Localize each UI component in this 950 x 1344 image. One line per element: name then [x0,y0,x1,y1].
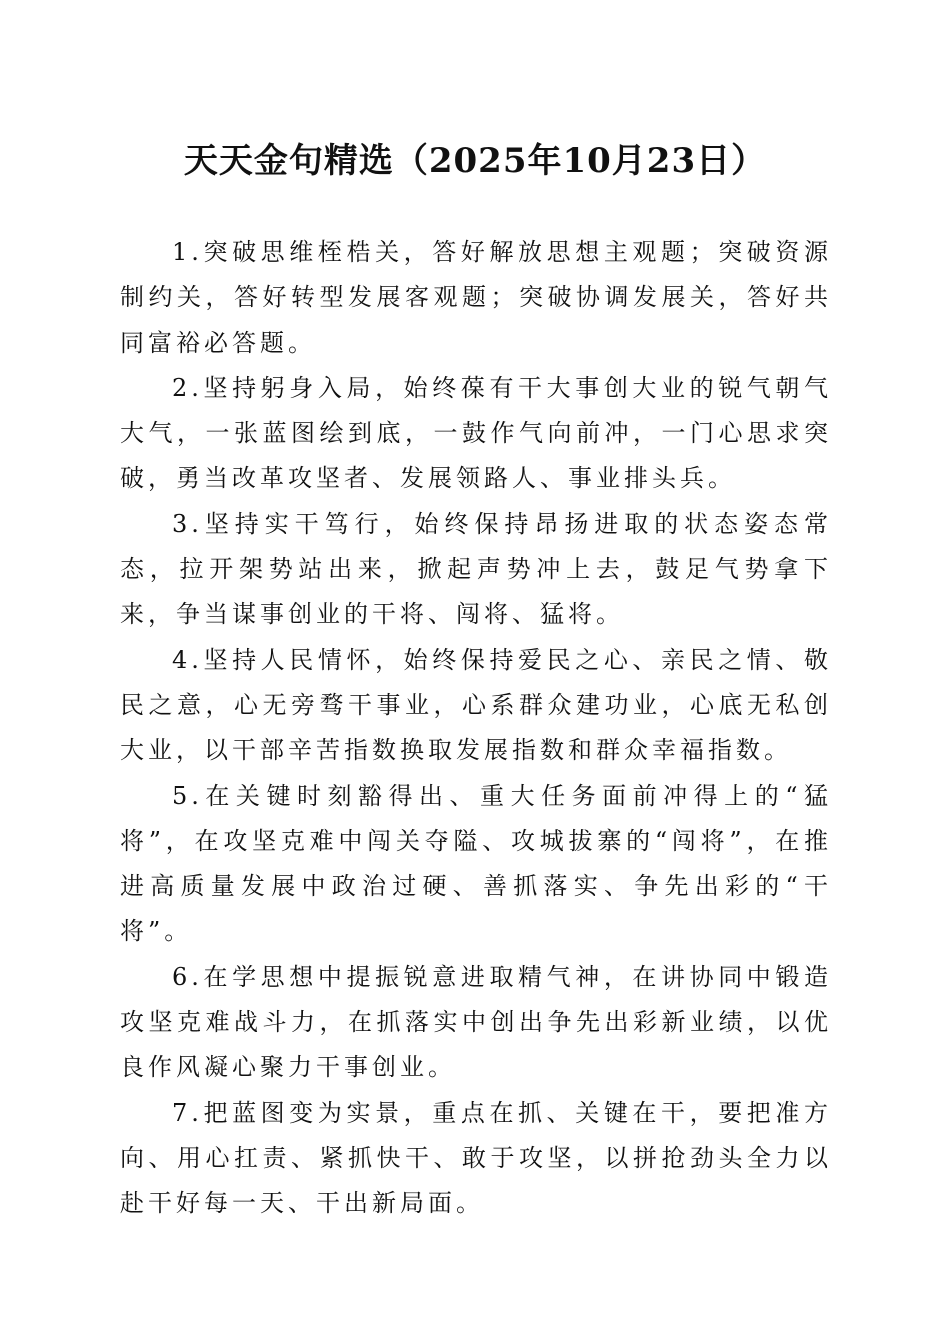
paragraph-4: 4.坚持人民情怀，始终保持爱民之心、亲民之情、敬民之意，心无旁骛干事业，心系群众建功业，心底无私创大业，以干部辛苦指数换取发展指数和群众幸福指数。 [120,645,832,765]
paragraph-2: 2.坚持躬身入局，始终葆有干大事创大业的锐气朝气大气，一张蓝图绘到底，一鼓作气向前冲，一门心思求突破，勇当改革攻坚者、发展领路人、事业排头兵。 [120,373,832,493]
paragraph-3: 3.坚持实干笃行，始终保持昂扬进取的状态姿态常态，拉开架势站出来，掀起声势冲上去，鼓足气势拿下来，争当谋事创业的干将、闯将、猛将。 [120,509,832,629]
document-body [120,230,832,1227]
paragraph-6: 6.在学思想中提振锐意进取精气神，在讲协同中锻造攻坚克难战斗力，在抓落实中创出争先出彩新业绩，以优良作风凝心聚力干事创业。 [120,962,832,1082]
paragraph-5: 5.在关键时刻豁得出、重大任务面前冲得上的“猛将”，在攻坚克难中闯关夺隘、攻城拔寨的“闯将”，在推进高质量发展中政治过硬、善抓落实、争先出彩的“干将”。 [120,781,832,946]
paragraph-7: 7.把蓝图变为实景，重点在抓、关键在干，要把准方向、用心扛责、紧抓快干、敢于攻坚，以拼抢劲头全力以赴干好每一天、干出新局面。 [120,1098,832,1218]
paragraph-1: 1.突破思维桎梏关，答好解放思想主观题；突破资源制约关，答好转型发展客观题；突破协调发展关，答好共同富裕必答题。 [120,238,832,357]
page-title: 天天金句精选（2025年10月23日） [183,141,767,181]
